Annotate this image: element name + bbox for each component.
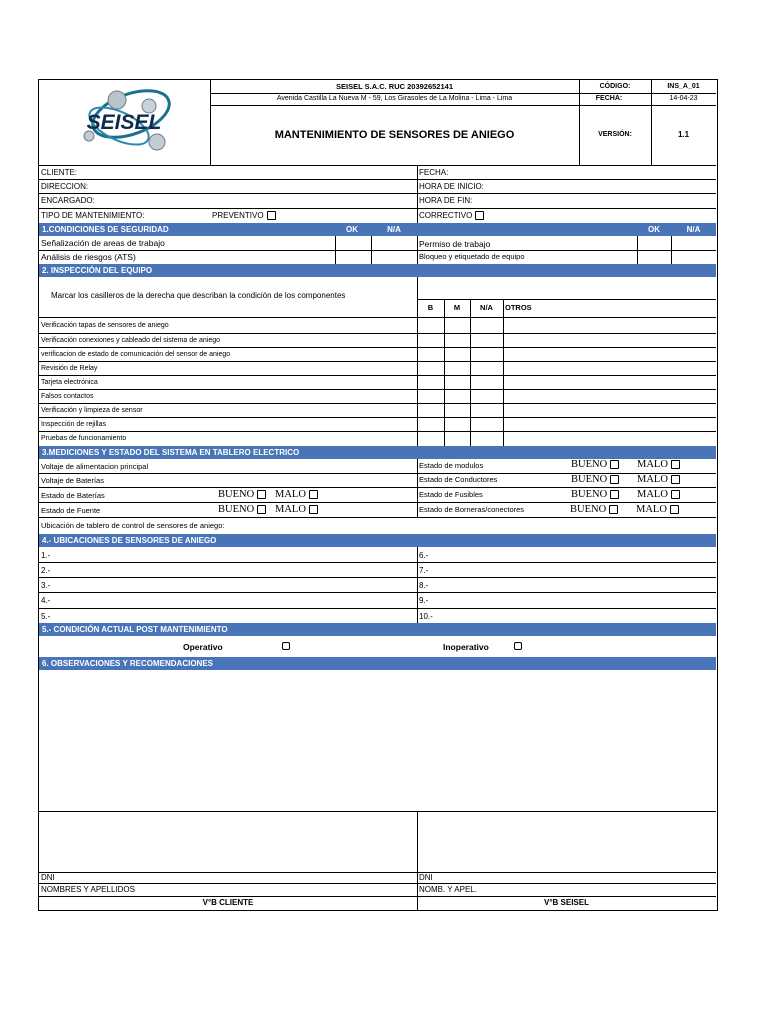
col-na: N/A <box>480 303 493 312</box>
section-4-title: 4.- UBICACIONES DE SENSORES DE ANIEGO <box>42 536 217 545</box>
correctivo-checkbox[interactable] <box>475 211 484 220</box>
malo-checkbox[interactable] <box>670 505 679 514</box>
codigo-value: INS_A_01 <box>667 83 700 90</box>
malo-checkbox[interactable] <box>309 505 318 514</box>
s1-left-0: Señalización de areas de trabajo <box>41 238 165 248</box>
ubicacion-tablero-label: Ubicación de tablero de control de sensores de aniego: <box>41 521 225 530</box>
ubicacion-3: 3.- <box>41 581 51 590</box>
version-label: VERSIÓN: <box>598 131 632 138</box>
codigo-label: CÓDIGO: <box>599 83 631 90</box>
section-2-title: 2. INSPECCIÓN DEL EQUIPO <box>42 266 153 275</box>
inspection-item: verificacion de estado de comunicación del sensor de aniego <box>41 351 231 358</box>
signature-area-seisel[interactable] <box>417 811 716 872</box>
col-otros: OTROS <box>505 303 532 312</box>
fecha-value: 14-04-23 <box>669 95 698 102</box>
observaciones-textarea[interactable] <box>39 670 716 811</box>
malo-label: MALO <box>275 489 306 500</box>
malo-label: MALO <box>275 504 306 515</box>
correctivo-option[interactable] <box>419 211 484 221</box>
tipo-mantenimiento-label: TIPO DE MANTENIMIENTO: <box>41 211 145 220</box>
bateria-bueno-option[interactable] <box>218 490 266 500</box>
s3-left-3: Estado de Fuente <box>41 506 101 515</box>
fuente-bueno-option[interactable] <box>218 505 266 515</box>
ubicacion-8: 8.- <box>419 581 429 590</box>
malo-checkbox[interactable] <box>309 490 318 499</box>
operativo-checkbox[interactable] <box>282 642 290 650</box>
col-b: B <box>427 303 434 312</box>
modulos-malo-option[interactable] <box>637 460 680 470</box>
bueno-checkbox[interactable] <box>257 505 266 514</box>
borneras-malo-option[interactable] <box>636 505 679 515</box>
ubicacion-1: 1.- <box>41 551 51 560</box>
s3-right-3: Estado de Borneras/conectores <box>419 505 525 514</box>
version-value: 1.1 <box>677 130 690 139</box>
encargado-label: ENCARGADO: <box>41 196 95 205</box>
inspection-item: Verificación tapas de sensores de aniego <box>41 322 169 329</box>
section-3-header <box>39 446 716 459</box>
section-5-header <box>39 623 716 636</box>
company-line: SEISEL S.A.C. RUC 20392652141 <box>335 82 453 91</box>
s1-na-left: N/A <box>387 225 401 234</box>
vb-cliente-label: V°B CLIENTE <box>202 898 254 907</box>
ubicacion-6: 6.- <box>419 551 429 560</box>
dni-cliente-label: DNI <box>41 873 55 882</box>
inspection-item: Verificación conexiones y cableado del sistema de aniego <box>41 337 221 344</box>
inoperativo-label: Inoperativo <box>443 642 489 652</box>
bueno-label: BUENO <box>570 504 607 515</box>
nombres-seisel-label: NOMB. Y APEL. <box>419 885 477 894</box>
s3-right-1: Estado de Conductores <box>419 475 498 484</box>
hora-inicio-label: HORA DE INICIO: <box>419 182 484 191</box>
dni-seisel-label: DNI <box>419 873 433 882</box>
inspection-item: Inspección de rejillas <box>41 421 106 428</box>
bueno-label: BUENO <box>571 489 608 500</box>
fusibles-malo-option[interactable] <box>637 490 680 500</box>
modulos-bueno-option[interactable] <box>571 460 619 470</box>
malo-label: MALO <box>636 504 667 515</box>
direccion-label: DIRECCION: <box>41 182 89 191</box>
s1-ok-right: OK <box>648 225 660 234</box>
s1-right-1: Bloqueo y etiquetado de equipo <box>419 252 525 261</box>
section-4-header <box>39 534 716 547</box>
ubicacion-2: 2.- <box>41 566 51 575</box>
conductores-bueno-option[interactable] <box>571 475 619 485</box>
section-3-title: 3.MEDICIONES Y ESTADO DEL SISTEMA EN TABLERO ELECTRICO <box>42 448 300 457</box>
ubicacion-4: 4.- <box>41 596 51 605</box>
inspection-item: Revisión de Relay <box>41 365 98 372</box>
s1-ok-left: OK <box>346 225 358 234</box>
malo-label: MALO <box>637 459 668 470</box>
preventivo-checkbox[interactable] <box>267 211 276 220</box>
cliente-label: CLIENTE: <box>41 168 78 177</box>
malo-label: MALO <box>637 474 668 485</box>
vb-seisel-label: V°B SEISEL <box>544 898 589 907</box>
inspection-item: Pruebas de funcionamiento <box>41 435 127 442</box>
bueno-checkbox[interactable] <box>610 460 619 469</box>
correctivo-label: CORRECTIVO <box>419 211 473 220</box>
bueno-checkbox[interactable] <box>610 475 619 484</box>
logo <box>59 84 189 162</box>
ubicacion-10: 10.- <box>419 612 433 621</box>
section-6-header <box>39 657 716 670</box>
bueno-checkbox[interactable] <box>609 505 618 514</box>
fecha-field-label: FECHA: <box>419 168 449 177</box>
inspection-item: Verificación y limpieza de sensor <box>41 407 143 414</box>
section-1-header <box>39 223 716 236</box>
inspection-item: Falsos contactos <box>41 393 94 400</box>
operativo-label: Operativo <box>183 642 223 652</box>
bueno-label: BUENO <box>571 474 608 485</box>
bueno-label: BUENO <box>218 504 255 515</box>
malo-checkbox[interactable] <box>671 460 680 469</box>
inspection-instruction: Marcar los casilleros de la derecha que describan la condición de los componentes <box>51 291 346 300</box>
malo-label: MALO <box>637 489 668 500</box>
ubicacion-5: 5.- <box>41 612 51 621</box>
s3-left-2: Estado de Baterías <box>41 491 105 500</box>
section-1-title: 1.CONDICIONES DE SEGURIDAD <box>42 225 169 234</box>
s3-left-1: Voltaje de Baterías <box>41 476 104 485</box>
maintenance-form <box>38 79 718 911</box>
bueno-label: BUENO <box>218 489 255 500</box>
s1-left-1: Análisis de riesgos (ATS) <box>41 252 136 262</box>
fusibles-bueno-option[interactable] <box>571 490 619 500</box>
borneras-bueno-option[interactable] <box>570 505 618 515</box>
section-6-title: 6. OBSERVACIONES Y RECOMENDACIONES <box>42 659 213 668</box>
s3-right-2: Estado de Fusibles <box>419 490 483 499</box>
preventivo-option[interactable] <box>212 211 276 221</box>
bateria-malo-option[interactable] <box>275 490 318 500</box>
bueno-checkbox[interactable] <box>610 490 619 499</box>
ubicacion-7: 7.- <box>419 566 429 575</box>
inspection-item: Tarjeta electrónica <box>41 379 98 386</box>
inoperativo-checkbox[interactable] <box>514 642 522 650</box>
section-2-header <box>39 264 716 277</box>
preventivo-label: PREVENTIVO <box>212 211 264 220</box>
s1-na-right: N/A <box>686 225 701 234</box>
malo-checkbox[interactable] <box>671 475 680 484</box>
section-5-title: 5.- CONDICIÓN ACTUAL POST MANTENIMIENTO <box>42 625 228 634</box>
hora-fin-label: HORA DE FIN: <box>419 196 473 205</box>
s1-right-0: Permiso de trabajo <box>419 239 491 249</box>
ubicacion-9: 9.- <box>419 596 429 605</box>
signature-area-cliente[interactable] <box>39 811 417 872</box>
malo-checkbox[interactable] <box>671 490 680 499</box>
fuente-malo-option[interactable] <box>275 505 318 515</box>
col-m: M <box>453 303 461 312</box>
bueno-label: BUENO <box>571 459 608 470</box>
form-title: MANTENIMIENTO DE SENSORES DE ANIEGO <box>274 129 515 141</box>
address-line: Avenida Castilla La Nueva M - 59, Los Girasoles de La Molina - Lima - Lima <box>276 95 513 102</box>
s3-left-0: Voltaje de alimentacion principal <box>41 462 149 471</box>
s3-right-0: Estado de modulos <box>419 461 484 470</box>
logo-graphic <box>59 84 189 162</box>
fecha-label: FECHA: <box>595 95 623 102</box>
nombres-cliente-label: NOMBRES Y APELLIDOS <box>41 885 135 894</box>
conductores-malo-option[interactable] <box>637 475 680 485</box>
bueno-checkbox[interactable] <box>257 490 266 499</box>
svg-text:SEISEL: SEISEL <box>86 111 162 134</box>
